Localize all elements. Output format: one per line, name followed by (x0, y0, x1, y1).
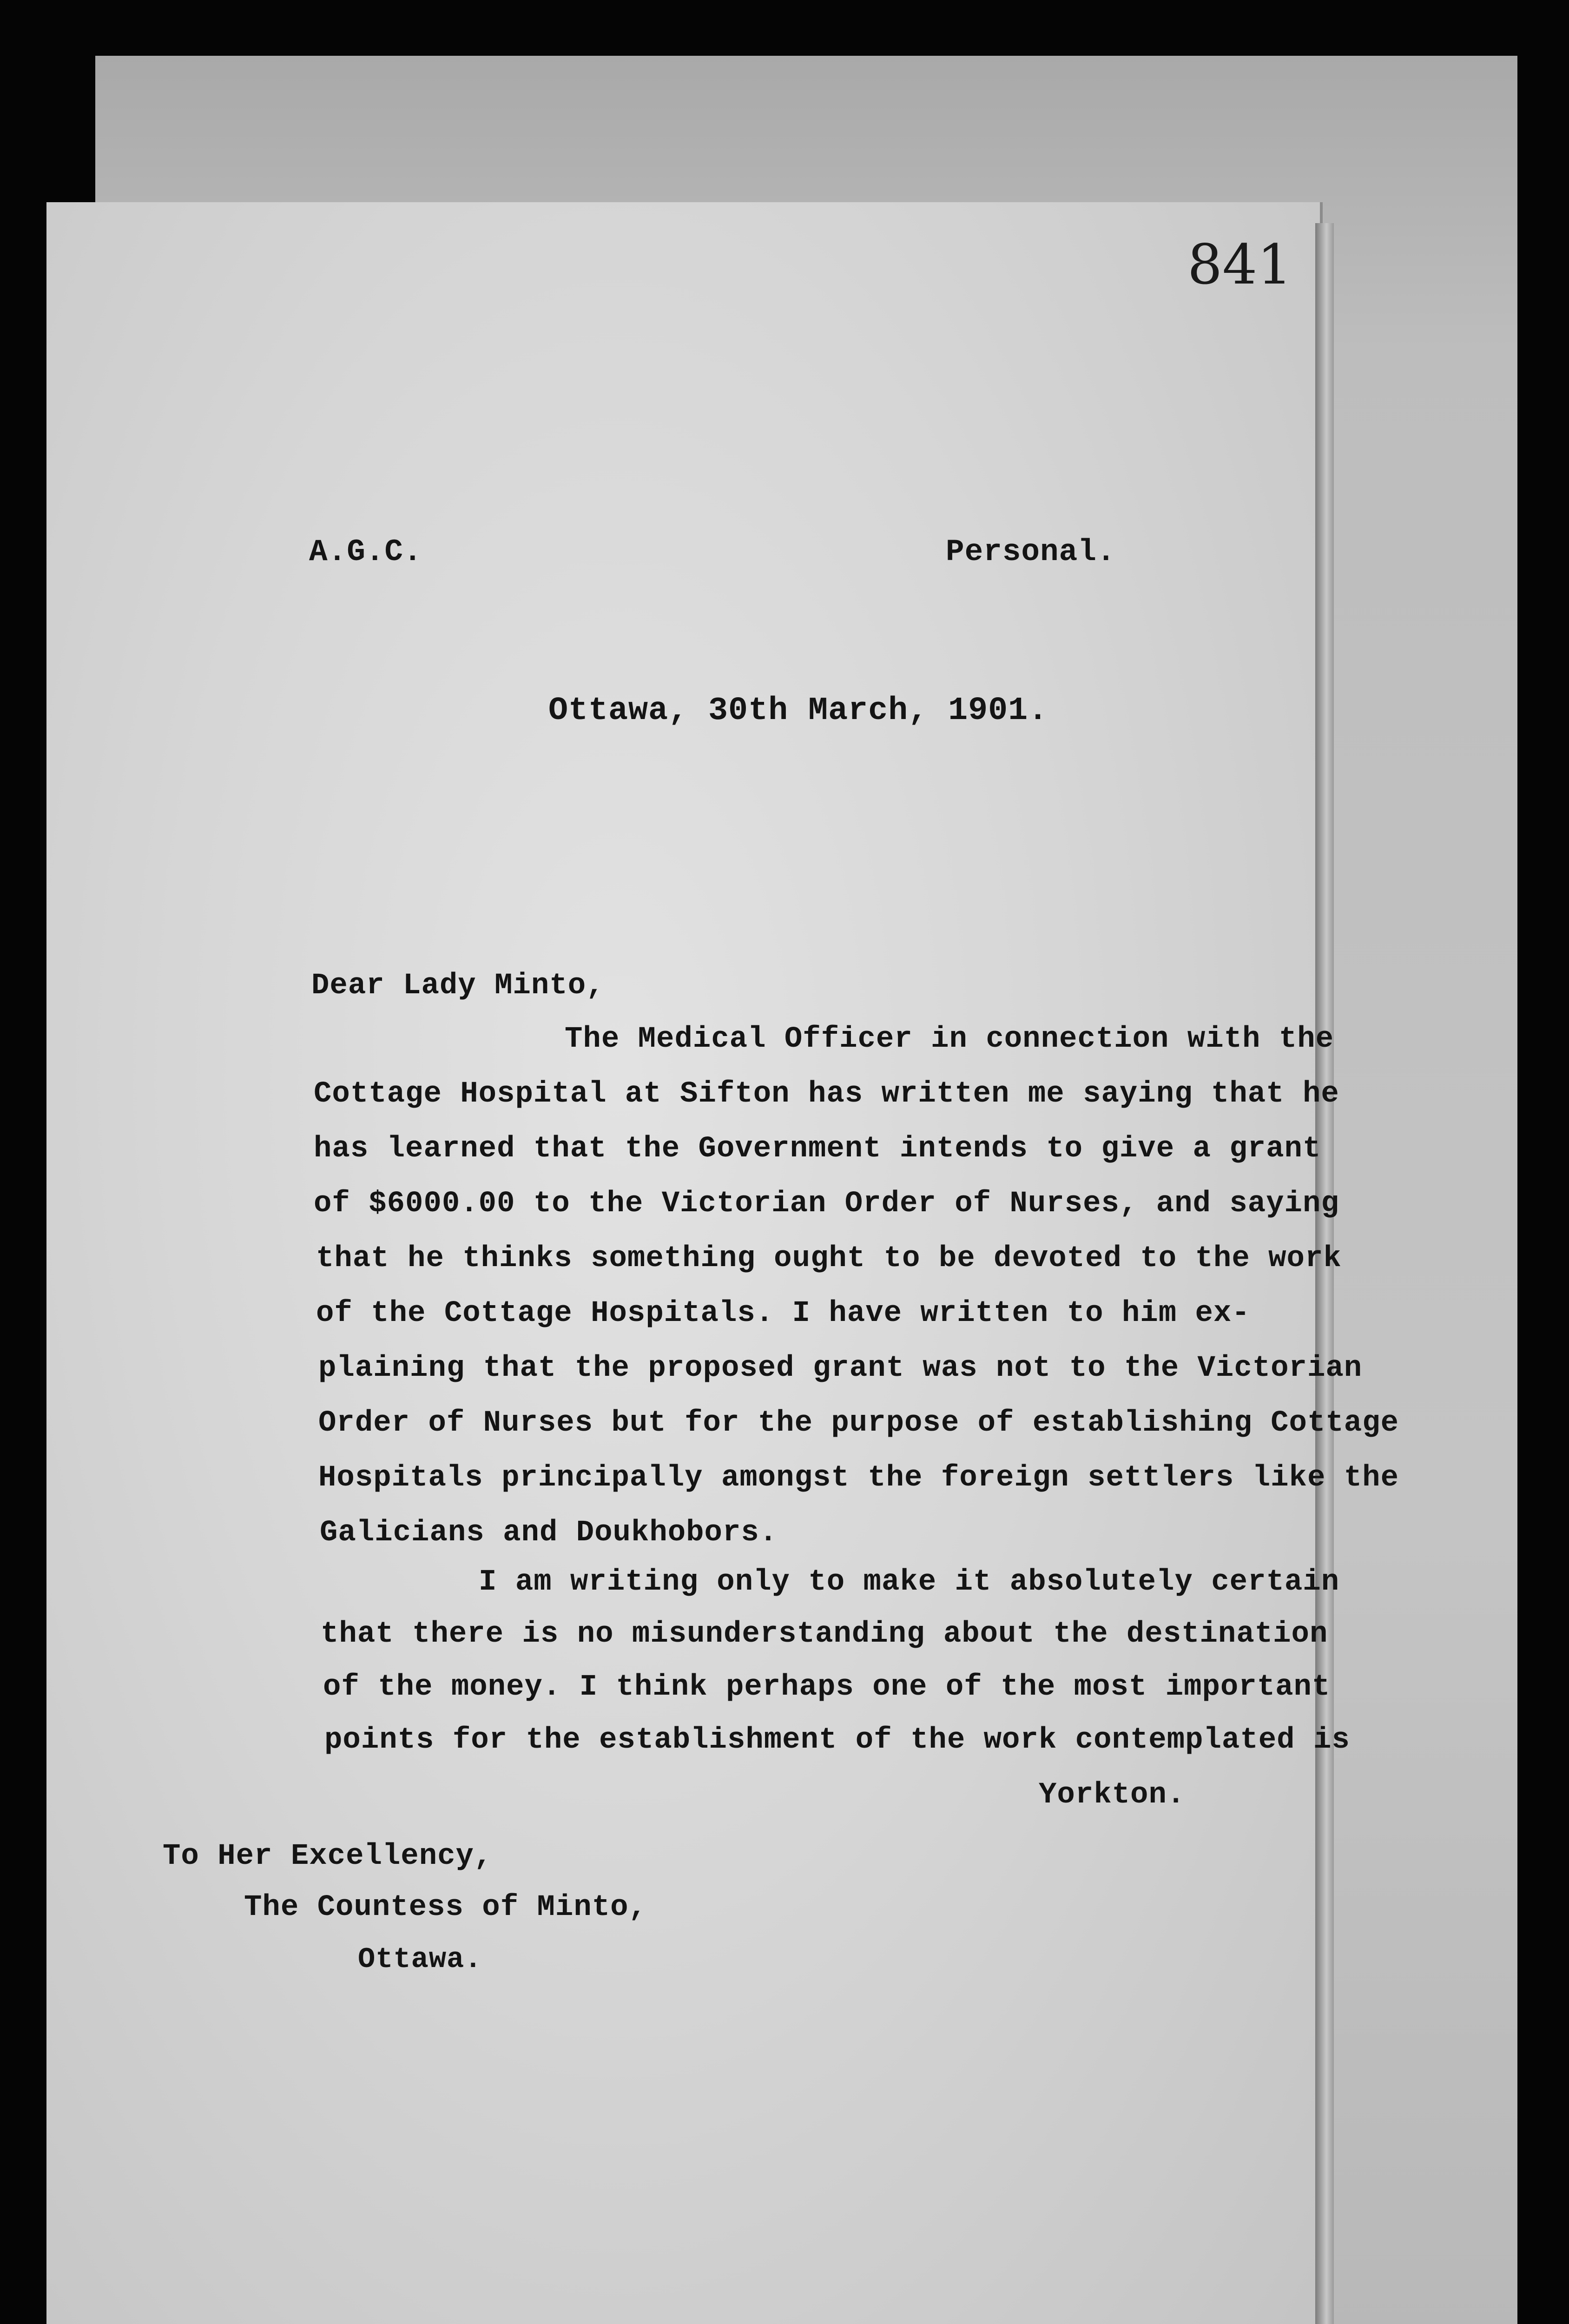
body-line: that he thinks something ought to be devoted to the work (316, 1242, 1342, 1275)
personal-marking: Personal. (946, 535, 1116, 569)
dateline: Ottawa, 30th March, 1901. (548, 693, 1048, 729)
addressee-line: The Countess of Minto, (244, 1891, 647, 1924)
body-line: Cottage Hospital at Sifton has written me saying that he (314, 1077, 1339, 1111)
addressee-line: Ottawa. (358, 1943, 482, 1976)
body-line: of $6000.00 to the Victorian Order of Nurses, and saying (314, 1187, 1339, 1221)
signoff-place: Yorkton. (1039, 1778, 1186, 1812)
body-line: plaining that the proposed grant was not to the Victorian (318, 1352, 1363, 1385)
body-line: I am writing only to make it absolutely certain (479, 1565, 1340, 1599)
body-line: Order of Nurses but for the purpose of establishing Cottage (318, 1406, 1399, 1440)
body-line: Galicians and Doukhobors. (320, 1516, 778, 1550)
sender-initials: A.G.C. (309, 535, 422, 569)
page-number: 841 (1187, 232, 1292, 297)
body-line: The Medical Officer in connection with the (565, 1023, 1334, 1056)
body-line: has learned that the Government intends to give a grant (314, 1132, 1321, 1166)
body-line: points for the establishment of the work contemplated is (324, 1723, 1350, 1757)
body-line: that there is no misunderstanding about the destination (321, 1618, 1328, 1651)
salutation: Dear Lady Minto, (311, 969, 605, 1003)
addressee-line: To Her Excellency, (163, 1840, 493, 1873)
body-line: Hospitals principally amongst the foreign settlers like the (318, 1461, 1399, 1495)
body-line: of the Cottage Hospitals. I have written to him ex- (316, 1297, 1250, 1330)
body-line: of the money. I think perhaps one of the most important (323, 1670, 1331, 1704)
